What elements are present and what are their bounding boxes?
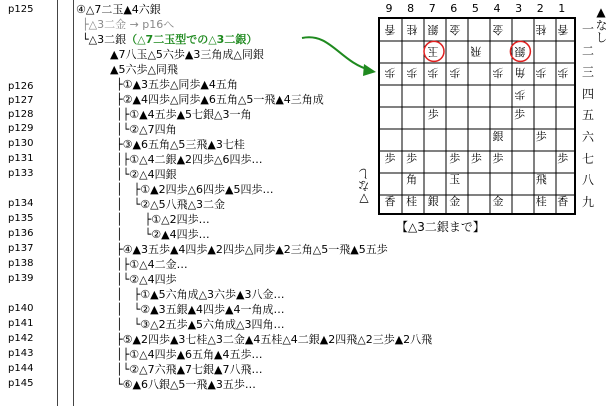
gote-piece[interactable]: 歩 xyxy=(535,66,547,80)
sente-piece[interactable]: 桂 xyxy=(406,194,418,208)
tree-line[interactable]: │ └②▲3五銀▲4四歩▲4一角成… xyxy=(116,303,285,316)
sente-piece[interactable]: 歩 xyxy=(449,151,461,165)
page-number: p134 xyxy=(8,198,34,209)
row-label: 二 xyxy=(581,43,594,58)
gote-piece[interactable]: 角 xyxy=(514,66,526,80)
sente-piece[interactable]: 金 xyxy=(492,194,504,208)
tree-line[interactable]: │└②△7四角 xyxy=(116,123,177,136)
gote-piece[interactable]: 銀 xyxy=(514,44,526,58)
page-number: p142 xyxy=(8,333,34,344)
page-number: p128 xyxy=(8,109,34,120)
tree-line[interactable]: │└②△4四銀 xyxy=(116,168,177,181)
page-number: p145 xyxy=(8,378,34,389)
sente-piece[interactable]: 銀 xyxy=(427,194,439,208)
tree-line[interactable]: │ └②△5八飛△3二金 xyxy=(116,198,226,211)
tree-line[interactable]: │└②△4四歩 xyxy=(116,273,177,286)
column-label: 6 xyxy=(450,2,458,15)
page-number: p133 xyxy=(8,168,34,179)
sente-piece[interactable]: 歩 xyxy=(427,108,439,122)
tree-divider-line xyxy=(57,0,58,406)
gote-piece[interactable]: 歩 xyxy=(449,66,461,80)
sente-piece[interactable]: 歩 xyxy=(384,151,396,165)
page-number: p136 xyxy=(8,228,34,239)
column-label: 9 xyxy=(385,2,393,15)
page-number: p140 xyxy=(8,303,34,314)
gote-piece[interactable]: 歩 xyxy=(427,66,439,80)
column-label: 2 xyxy=(536,2,544,15)
tree-line[interactable]: │ ├①▲5六角成△3六歩▲3八金… xyxy=(116,288,285,301)
column-label: 3 xyxy=(515,2,523,15)
row-label: 五 xyxy=(581,108,594,123)
row-label: 四 xyxy=(581,86,594,101)
gote-piece[interactable]: 歩 xyxy=(492,66,504,80)
sente-piece[interactable]: 銀 xyxy=(492,130,504,143)
tree-line[interactable]: ├⑤▲2四歩▲3七桂△3二金▲4五桂△4二銀▲2四飛△2三歩▲2八飛 xyxy=(116,333,433,346)
sente-hand: ▽なし xyxy=(357,168,371,206)
board-caption: 【△3二銀まで】 xyxy=(396,220,485,234)
page-number: p144 xyxy=(8,363,34,374)
gote-piece[interactable]: 銀 xyxy=(427,23,439,36)
page-number: p130 xyxy=(8,138,34,149)
sente-piece[interactable]: 角 xyxy=(406,173,418,187)
page-number: p127 xyxy=(8,95,34,106)
tree-line[interactable]: │└②△7六飛▲7七銀▲7八飛… xyxy=(116,363,263,376)
tree-line[interactable]: └⑥▲6八銀△5一飛▲3五歩… xyxy=(116,378,256,391)
page-number: p141 xyxy=(8,318,34,329)
tree-line[interactable]: │├①▲4五歩▲5七銀△3一角 xyxy=(116,108,252,121)
tree-line[interactable] xyxy=(82,33,257,47)
row-label: 三 xyxy=(581,65,594,80)
gote-piece[interactable]: 桂 xyxy=(535,23,547,36)
row-label: 一 xyxy=(581,22,594,36)
shogi-board xyxy=(378,17,576,215)
shogi-board-panel xyxy=(357,0,612,406)
row-label: 六 xyxy=(581,130,594,144)
page-number: p129 xyxy=(8,123,34,134)
gote-piece[interactable]: 飛 xyxy=(470,44,482,58)
sente-piece[interactable]: 歩 xyxy=(514,108,526,122)
gote-piece[interactable]: 歩 xyxy=(384,66,396,80)
tree-line[interactable]: ├①▲3五歩△同歩▲4五角 xyxy=(116,78,238,91)
page-number: p137 xyxy=(8,243,34,254)
column-label: 4 xyxy=(493,2,501,15)
tree-line[interactable]: │├①△4四歩▲6五角▲4五歩… xyxy=(116,348,263,361)
tree-line[interactable]: │├①△4二銀▲2四歩△6四歩… xyxy=(116,153,263,166)
sente-piece[interactable]: 桂 xyxy=(535,194,547,208)
tree-line[interactable]: │ └②▲4四歩… xyxy=(116,228,210,241)
sente-piece[interactable]: 歩 xyxy=(557,151,569,165)
sente-piece[interactable]: 玉 xyxy=(449,173,461,187)
column-label: 5 xyxy=(471,2,479,15)
row-label: 七 xyxy=(581,151,594,166)
column-label: 1 xyxy=(558,2,566,15)
column-label: 7 xyxy=(428,2,436,15)
gote-piece[interactable]: 香 xyxy=(557,23,569,36)
sente-piece[interactable]: 歩 xyxy=(406,151,418,165)
gote-piece[interactable]: 歩 xyxy=(557,66,569,80)
curved-arrow-icon xyxy=(300,32,380,82)
tree-note: （△7二玉型での△3二銀） xyxy=(126,33,258,46)
gote-piece[interactable]: 歩 xyxy=(514,87,526,101)
page-number: p125 xyxy=(8,4,34,15)
tree-line[interactable]: ├③▲6五角△5三飛▲3七桂 xyxy=(116,138,245,151)
sente-piece[interactable]: 金 xyxy=(449,194,461,208)
page-number: p126 xyxy=(8,81,34,92)
row-labels xyxy=(580,17,596,215)
page-number-column xyxy=(0,0,60,406)
tree-move: └△3二銀 xyxy=(82,33,127,46)
tree-line[interactable]: │ ├①△2四歩… xyxy=(116,213,210,226)
tree-line-link[interactable]: ├△3二金 → p16へ xyxy=(82,18,175,31)
gote-hand: ▲なし xyxy=(594,5,608,43)
tree-line[interactable]: │ ├①▲2四歩△6四歩▲5四歩… xyxy=(116,183,274,196)
gote-piece[interactable]: 金 xyxy=(449,23,461,36)
gote-piece[interactable]: 香 xyxy=(384,23,396,36)
page-number: p131 xyxy=(8,153,34,164)
sente-piece[interactable]: 歩 xyxy=(535,130,547,143)
sente-piece[interactable]: 歩 xyxy=(470,151,482,165)
gote-piece[interactable]: 歩 xyxy=(406,66,418,80)
column-labels xyxy=(378,2,576,16)
tree-line[interactable]: ▲5六歩△同飛 xyxy=(110,63,178,76)
gote-piece[interactable]: 玉 xyxy=(427,44,439,58)
tree-line[interactable]: ├②▲4四歩△同歩▲6五角△5一飛▲4三角成 xyxy=(116,93,324,106)
row-label: 八 xyxy=(581,173,594,188)
sente-piece[interactable]: 飛 xyxy=(535,173,547,187)
page-number: p139 xyxy=(8,273,34,284)
gote-piece[interactable]: 桂 xyxy=(406,23,418,36)
gote-piece[interactable]: 金 xyxy=(492,23,504,36)
column-label: 8 xyxy=(407,2,415,15)
sente-piece[interactable]: 香 xyxy=(384,194,396,208)
sente-piece[interactable]: 香 xyxy=(557,194,569,208)
sente-piece[interactable]: 歩 xyxy=(492,151,504,165)
row-label: 九 xyxy=(581,194,594,209)
tree-line[interactable]: │├①△4二金… xyxy=(116,258,188,271)
page-number: p143 xyxy=(8,348,34,359)
tree-line[interactable]: ├④▲3五歩▲4四歩▲2四歩△同歩▲2三角△5一飛▲5五歩 xyxy=(116,243,388,256)
tree-line[interactable]: │ └③△2五歩▲5六角成△3四角… xyxy=(116,318,285,331)
tree-line[interactable]: ▲7八玉△5六歩▲3三角成△同銀 xyxy=(110,48,264,61)
page-number: p135 xyxy=(8,213,34,224)
page-number: p138 xyxy=(8,258,34,269)
tree-line[interactable]: ④△7二玉▲4六銀 xyxy=(76,3,161,16)
